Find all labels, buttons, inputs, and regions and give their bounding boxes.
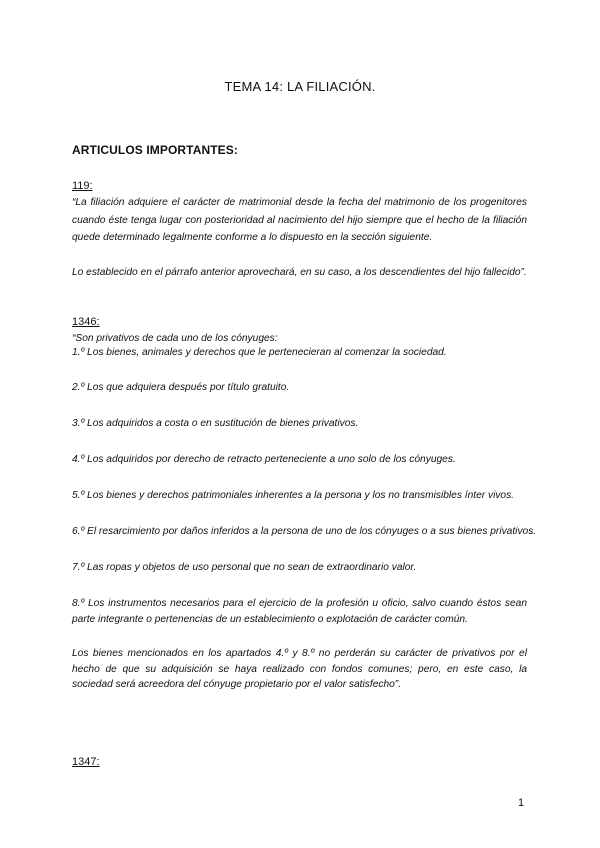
article-1346-closing: Los bienes mencionados en los apartados 4.º y 8.º no perderán su carácter de privativos por el hecho de que su adquisición se haya realizado con fondos comunes; pero, en este caso, la sociedad será acreedora del cónyuge propietario por el valor satisfecho”. bbox=[72, 648, 527, 690]
article-1346-item-3: 3.º Los adquiridos a costa o en sustitución de bienes privativos. bbox=[72, 418, 359, 429]
article-1346-item-8: 8.º Los instrumentos necesarios para el ejercicio de la profesión u oficio, salvo cuando éstos sean parte integrante o pertenencias de un establecimiento o explotación de carácter común. bbox=[72, 598, 527, 625]
article-1346-intro: “Son privativos de cada uno de los cónyuges: bbox=[72, 333, 278, 344]
article-119-paragraph-1: “La filiación adquiere el carácter de matrimonial desde la fecha del matrimonio de los progenitores cuando éste tenga lugar con posterioridad al nacimiento del hijo siempre que el hecho de la filiación quede determinado legalmente conforme a lo dispuesto en la sección siguiente. bbox=[72, 197, 527, 243]
article-119-number: 119: bbox=[72, 180, 93, 192]
article-1346-item-4: 4.º Los adquiridos por derecho de retracto perteneciente a uno solo de los cónyuges. bbox=[72, 454, 456, 465]
article-1346-item-7: 7.º Las ropas y objetos de uso personal que no sean de extraordinario valor. bbox=[72, 562, 417, 573]
article-1346-item-2: 2.º Los que adquiera después por título gratuito. bbox=[72, 382, 290, 393]
article-1346-number: 1346: bbox=[72, 316, 100, 328]
article-1346-item-1: 1.º Los bienes, animales y derechos que le pertenecieran al comenzar la sociedad. bbox=[72, 347, 447, 358]
article-119-paragraph-2: Lo establecido en el párrafo anterior aprovechará, en su caso, a los descendientes del hijo fallecido”. bbox=[72, 267, 527, 278]
article-1346-item-6: 6.º El resarcimiento por daños inferidos a la persona de uno de los cónyuges o a sus bienes privativos. bbox=[72, 526, 537, 537]
article-1346-item-5: 5.º Los bienes y derechos patrimoniales inherentes a la persona y los no transmisibles ínter vivos. bbox=[72, 490, 515, 501]
page-number: 1 bbox=[518, 797, 525, 809]
article-1347-number: 1347: bbox=[72, 756, 100, 768]
section-heading: ARTICULOS IMPORTANTES: bbox=[72, 143, 238, 157]
page-title: TEMA 14: LA FILIACIÓN. bbox=[224, 79, 376, 94]
